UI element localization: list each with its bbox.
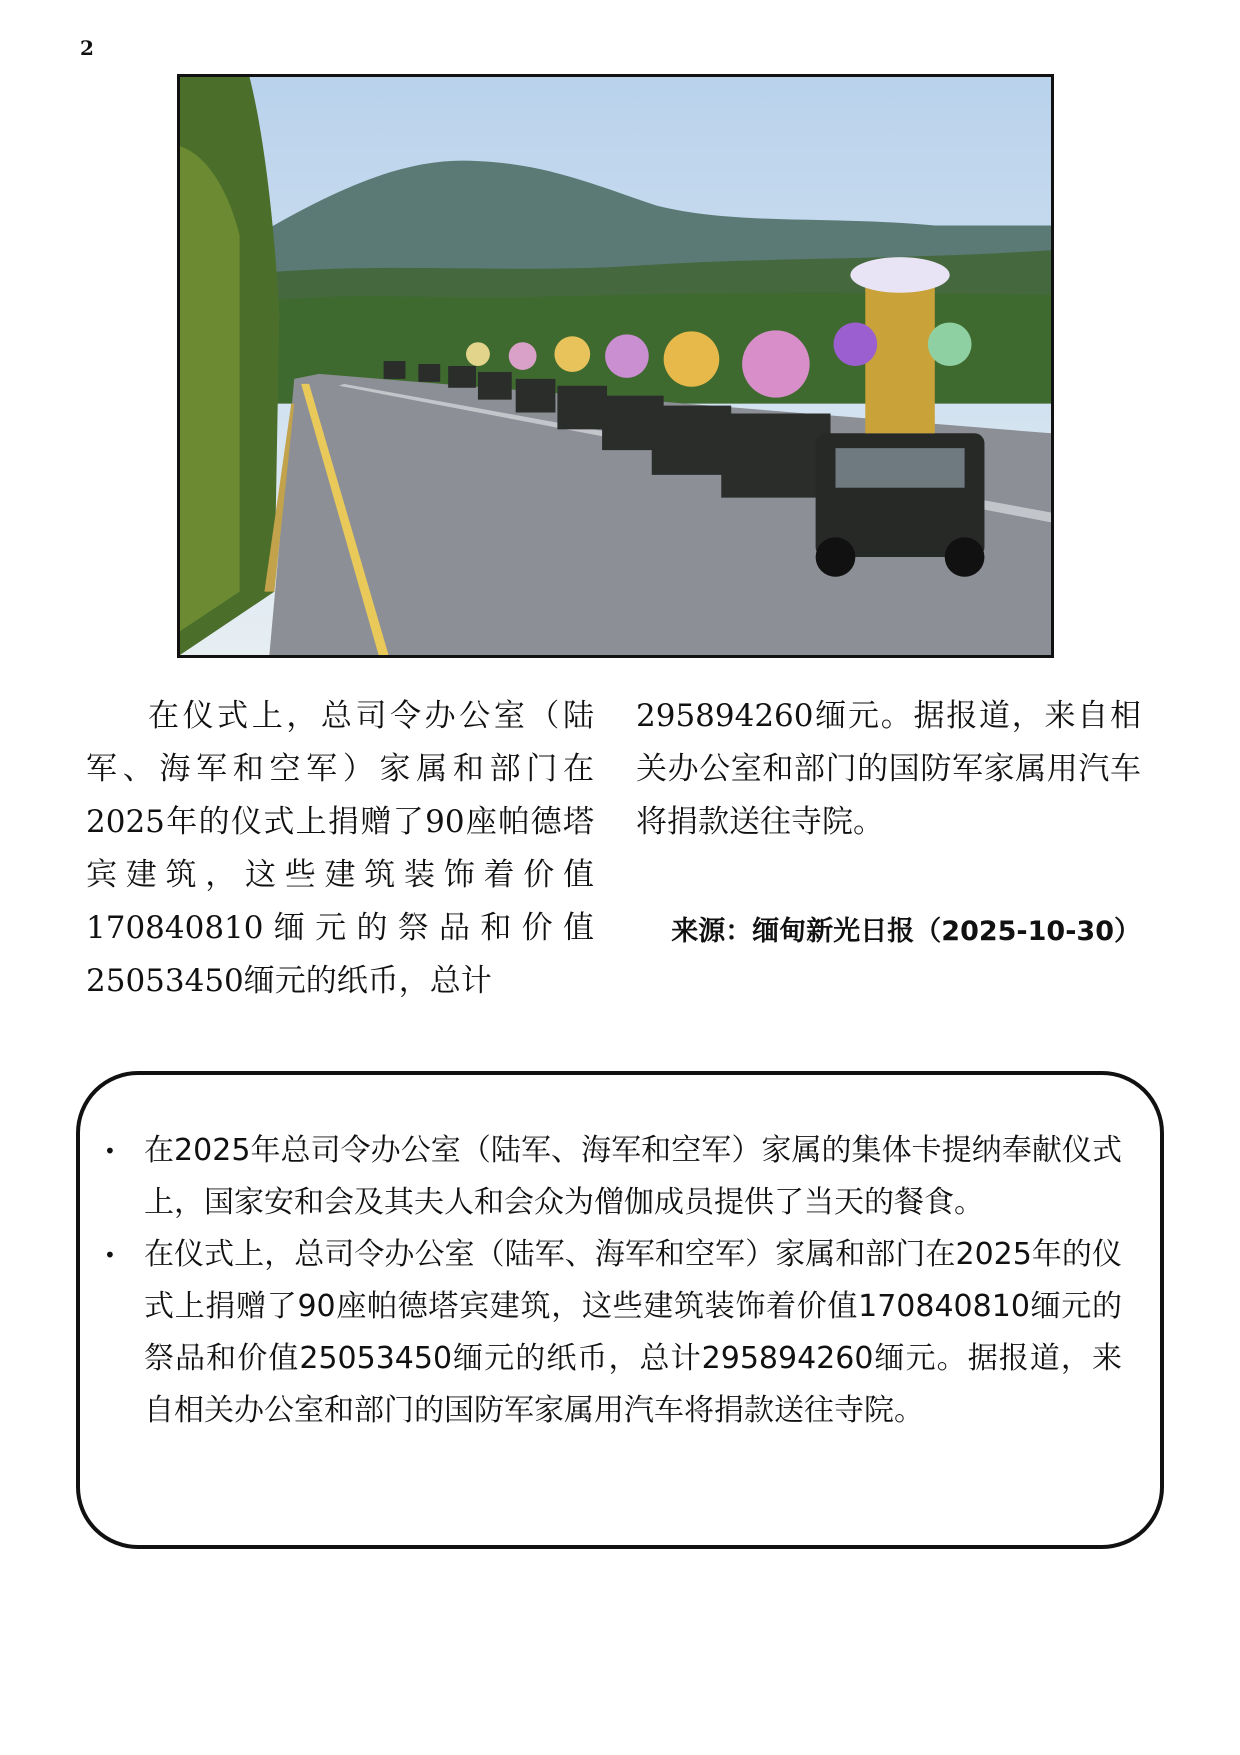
offering-wheel-left bbox=[833, 322, 877, 366]
offering-3 bbox=[554, 336, 590, 372]
bullet-icon: • bbox=[104, 1243, 116, 1267]
article-column-left: 在仪式上，总司令办公室（陆军、海军和空军）家属和部门在2025年的仪式上捐赠了90座帕德塔宾建筑，这些建筑装饰着价值170840810缅元的祭品和价值25053450缅元的纸币，总计 bbox=[86, 698, 594, 999]
truck-far-2 bbox=[418, 364, 440, 382]
offering-2 bbox=[509, 342, 537, 370]
summary-item bbox=[104, 1125, 1122, 1229]
truck-4 bbox=[478, 372, 512, 400]
truck-9 bbox=[721, 414, 830, 498]
bullet-icon: • bbox=[104, 1139, 116, 1163]
truck-front-wheel-left bbox=[816, 537, 856, 577]
truck-6 bbox=[557, 386, 607, 430]
truck-front-wheel-right bbox=[945, 537, 985, 577]
page-number: 2 bbox=[80, 36, 94, 60]
truck-far-3 bbox=[448, 366, 476, 388]
summary-list bbox=[104, 1125, 1122, 1437]
offering-5 bbox=[664, 331, 720, 386]
roadside-foliage bbox=[180, 146, 240, 631]
offering-1 bbox=[466, 342, 490, 366]
summary-box bbox=[76, 1071, 1164, 1549]
truck-front-windshield bbox=[835, 448, 964, 488]
offering-6 bbox=[742, 330, 810, 397]
truck-5 bbox=[516, 379, 556, 413]
news-photo bbox=[177, 74, 1054, 658]
truck-8 bbox=[652, 406, 731, 475]
article-column-right: 295894260缅元。据报道，来自相关办公室和部门的国防军家属用汽车将捐款送往寺院。 bbox=[636, 698, 1141, 840]
parasol-umbrella bbox=[850, 257, 949, 293]
summary-item bbox=[104, 1229, 1122, 1437]
offering-wheel-right bbox=[928, 322, 972, 366]
convoy-photo-illustration bbox=[180, 77, 1051, 655]
offering-tower-front bbox=[865, 285, 935, 433]
article-source: 来源：缅甸新光日报（2025-10-30） bbox=[671, 916, 1141, 947]
summary-item-text: 在仪式上，总司令办公室（陆军、海军和空军）家属和部门在2025年的仪式上捐赠了90座帕德塔宾建筑，这些建筑装饰着价值170840810缅元的祭品和价值25053450缅元的纸币，总计295894260缅元。据报道，来自相关办公室和部门的国防军家属用汽车将捐款送往寺院。 bbox=[144, 1237, 1122, 1428]
summary-item-text: 在2025年总司令办公室（陆军、海军和空军）家属的集体卡提纳奉献仪式上，国家安和会及其夫人和会众为僧伽成员提供了当天的餐食。 bbox=[144, 1133, 1122, 1220]
offering-4 bbox=[605, 334, 649, 378]
truck-far-1 bbox=[384, 361, 406, 379]
